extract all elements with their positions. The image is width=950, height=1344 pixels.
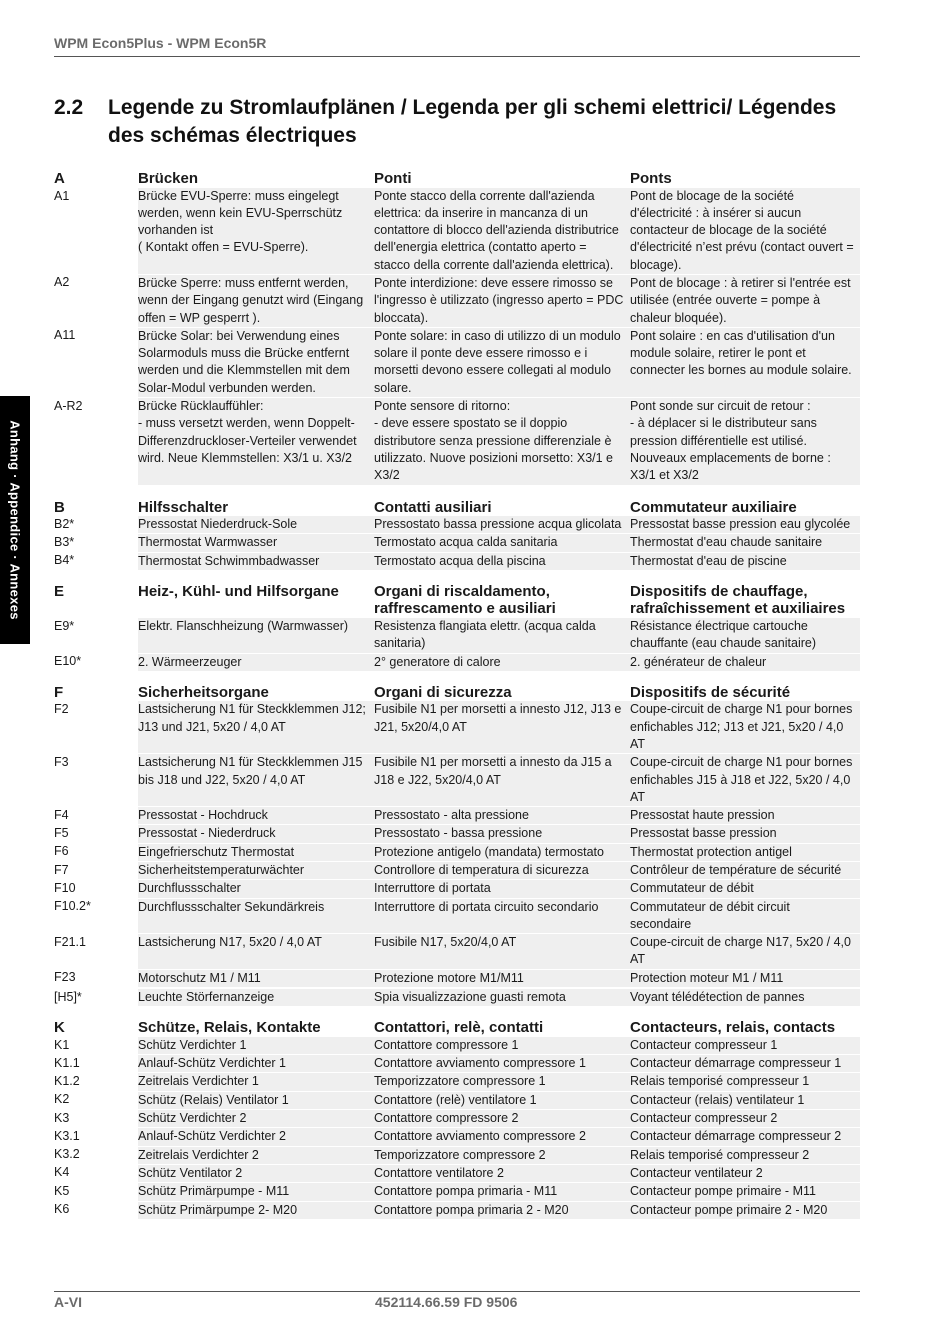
item-code: K6 (54, 1201, 138, 1219)
item-code: K3 (54, 1110, 138, 1128)
item-desc-it: Pressostato - bassa pressione (374, 825, 630, 843)
legend-row (54, 534, 860, 552)
section-spacer (54, 671, 860, 684)
section-heading-de: Schütze, Relais, Kontakte (138, 1019, 374, 1037)
item-desc-it: Protezione antigelo (mandata) termostato (374, 843, 630, 861)
legend-row (54, 618, 860, 653)
item-code: F7 (54, 862, 138, 880)
item-code: F21.1 (54, 934, 138, 970)
item-desc-fr: Contacteur pompe primaire - M11 (630, 1183, 860, 1201)
legend-row (54, 1183, 860, 1201)
legend-row (54, 516, 860, 534)
legend-row (54, 1091, 860, 1109)
section-code: E (54, 582, 65, 600)
item-desc-it: Contattore compressore 1 (374, 1037, 630, 1055)
item-desc-de: Durchflussschalter (138, 880, 374, 898)
item-desc-fr: Pressostat basse pression eau glycolée (630, 516, 860, 534)
legend-row (54, 1037, 860, 1055)
item-code: B2* (54, 516, 138, 534)
section-spacer (54, 570, 860, 583)
item-desc-de: Schütz Primärpumpe 2- M20 (138, 1201, 374, 1219)
item-code: K1.1 (54, 1055, 138, 1073)
item-desc-de: Zeitrelais Verdichter 1 (138, 1073, 374, 1091)
item-desc-fr: Pont de blocage de la société d'électricité : à insérer si aucun contacteur de blocage de la société d'électricité n’est prévu (contact ouvert = blocage). (630, 188, 860, 275)
legend-table (54, 170, 860, 1219)
item-desc-fr: Thermostat d'eau chaude sanitaire (630, 534, 860, 552)
document-number: 452114.66.59 FD 9506 (375, 1294, 518, 1310)
item-code: A11 (54, 327, 138, 397)
item-desc-de: Pressostat - Niederdruck (138, 825, 374, 843)
item-desc-de: Brücke EVU-Sperre: muss eingelegt werden, wenn kein EVU-Sperrschütz vorhanden ist ( Kontakt offen = EVU-Sperre). (138, 188, 374, 275)
side-tab (0, 396, 30, 644)
item-desc-it: Contattore pompa primaria - M11 (374, 1183, 630, 1201)
item-desc-fr: Voyant télédétection de pannes (630, 989, 860, 1007)
legend-row (54, 825, 860, 843)
section-heading-de: Heiz-, Kühl- und Hilfsorgane (138, 583, 374, 618)
item-desc-de: Anlauf-Schütz Verdichter 1 (138, 1055, 374, 1073)
item-code: A-R2 (54, 398, 138, 485)
section-number: 2.2 (54, 96, 84, 119)
section-heading-fr: Contacteurs, relais, contacts (630, 1019, 860, 1037)
item-desc-it: Contattore compressore 2 (374, 1110, 630, 1128)
item-desc-fr: Pressostat basse pression (630, 825, 860, 843)
item-desc-de: Pressostat Niederdruck-Sole (138, 516, 374, 534)
item-desc-de: Pressostat - Hochdruck (138, 807, 374, 825)
item-code: E10* (54, 653, 138, 671)
legend-row (54, 898, 860, 934)
header-rule (54, 56, 860, 57)
item-desc-de: Schütz (Relais) Ventilator 1 (138, 1091, 374, 1109)
item-code: F4 (54, 807, 138, 825)
item-desc-fr: 2. générateur de chaleur (630, 653, 860, 671)
item-code: E9* (54, 618, 138, 653)
legend-row (54, 1128, 860, 1146)
item-desc-fr: Relais temporisé compresseur 2 (630, 1146, 860, 1164)
item-desc-fr: Coupe-circuit de charge N1 pour bornes enfichables J15 à J18 et J22, 5x20 / 4,0 AT (630, 754, 860, 807)
section-heading-it: Organi di sicurezza (374, 684, 630, 702)
item-desc-it: Interruttore di portata circuito secondario (374, 898, 630, 934)
item-code: F5 (54, 825, 138, 843)
item-desc-de: Brücke Rücklauffühler: - muss versetzt werden, wenn Doppelt-Differenzdruckloser-Verteiler verwendet wird. Neue Klemmstellen: X3/1 u. X3/2 (138, 398, 374, 485)
legend-row (54, 398, 860, 485)
item-desc-it: Ponte sensore di ritorno: - deve essere spostato se il doppio distributore senza pressione differenziale è utilizzato. Nuove posizioni morsetto: X3/1 e X3/2 (374, 398, 630, 485)
item-desc-it: 2° generatore di calore (374, 653, 630, 671)
item-code: F10.2* (54, 898, 138, 934)
legend-row (54, 1164, 860, 1182)
item-code: F23 (54, 969, 138, 987)
item-desc-it: Contattore avviamento compressore 2 (374, 1128, 630, 1146)
item-desc-fr: Pressostat haute pression (630, 807, 860, 825)
section-heading-de: Brücken (138, 170, 374, 188)
item-code: A1 (54, 188, 138, 275)
section-header-row (54, 170, 860, 188)
section-heading-fr: Commutateur auxiliaire (630, 499, 860, 517)
item-code: F3 (54, 754, 138, 807)
item-code: K1.2 (54, 1073, 138, 1091)
legend-row (54, 701, 860, 753)
section-header-row (54, 583, 860, 618)
item-code: B3* (54, 534, 138, 552)
item-desc-fr: Relais temporisé compresseur 1 (630, 1073, 860, 1091)
item-code: K5 (54, 1183, 138, 1201)
legend-row (54, 1146, 860, 1164)
item-desc-de: Motorschutz M1 / M11 (138, 969, 374, 987)
item-desc-it: Fusibile N1 per morsetti a innesto da J15 a J18 e J22, 5x20/4,0 AT (374, 754, 630, 807)
legend-row (54, 1073, 860, 1091)
item-desc-fr: Contacteur (relais) ventilateur 1 (630, 1091, 860, 1109)
item-code: F6 (54, 843, 138, 861)
section-heading-fr: Dispositifs de chauffage, rafraîchissement et auxiliaires (630, 583, 860, 618)
item-desc-de: Lastsicherung N1 für Steckklemmen J12; J13 und J21, 5x20 / 4,0 AT (138, 701, 374, 753)
legend-row (54, 989, 860, 1007)
item-desc-de: Brücke Sperre: muss entfernt werden, wenn der Eingang genutzt wird (Eingang offen = WP gesperrt ). (138, 274, 374, 327)
legend-row (54, 880, 860, 898)
item-desc-de: Schütz Verdichter 1 (138, 1037, 374, 1055)
legend-row (54, 274, 860, 327)
item-desc-de: Elektr. Flanschheizung (Warmwasser) (138, 618, 374, 653)
item-desc-it: Interruttore di portata (374, 880, 630, 898)
legend-row (54, 862, 860, 880)
item-desc-it: Ponte interdizione: deve essere rimosso se l'ingresso è utilizzato (ingresso aperto = PDC bloccata). (374, 274, 630, 327)
section-heading-it: Organi di riscaldamento, raffrescamento e ausiliari (374, 583, 630, 618)
section-code: F (54, 683, 64, 701)
item-desc-de: Lastsicherung N1 für Steckklemmen J15 bis J18 und J22, 5x20 / 4,0 AT (138, 754, 374, 807)
section-heading-it: Ponti (374, 170, 630, 188)
running-header: WPM Econ5Plus - WPM Econ5R (54, 35, 267, 51)
item-desc-it: Pressostato bassa pressione acqua glicolata (374, 516, 630, 534)
item-desc-fr: Résistance électrique cartouche chauffante (eau chaude sanitaire) (630, 618, 860, 653)
item-desc-fr: Protection moteur M1 / M11 (630, 969, 860, 987)
section-heading-fr: Ponts (630, 170, 860, 188)
legend-row (54, 327, 860, 397)
item-code: K1 (54, 1037, 138, 1055)
item-desc-fr: Thermostat protection antigel (630, 843, 860, 861)
item-desc-fr: Contacteur compresseur 2 (630, 1110, 860, 1128)
item-code: K3.1 (54, 1128, 138, 1146)
legend-row (54, 1110, 860, 1128)
legend-row (54, 188, 860, 275)
item-desc-it: Temporizzatore compressore 1 (374, 1073, 630, 1091)
item-desc-it: Fusibile N1 per morsetti a innesto J12, J13 e J21, 5x20/4,0 AT (374, 701, 630, 753)
item-desc-de: Schütz Primärpumpe - M11 (138, 1183, 374, 1201)
item-code: K3.2 (54, 1146, 138, 1164)
item-code: B4* (54, 552, 138, 570)
section-heading-fr: Dispositifs de sécurité (630, 684, 860, 702)
side-tab-label: Anhang · Appendice · Annexes (7, 420, 23, 620)
item-desc-de: Schütz Verdichter 2 (138, 1110, 374, 1128)
item-code: K4 (54, 1164, 138, 1182)
item-desc-it: Contattore avviamento compressore 1 (374, 1055, 630, 1073)
item-desc-fr: Pont sonde sur circuit de retour : - à déplacer si le distributeur sans pression différentielle est utilisé. Nouveaux emplacements de borne : X3/1 et X3/2 (630, 398, 860, 485)
item-desc-de: Brücke Solar: bei Verwendung eines Solarmoduls muss die Brücke entfernt werden und die Klemmstellen mit dem Solar-Modul verbunden werden. (138, 327, 374, 397)
item-desc-it: Fusibile N17, 5x20/4,0 AT (374, 934, 630, 970)
item-desc-fr: Coupe-circuit de charge N17, 5x20 / 4,0 AT (630, 934, 860, 970)
section-heading-it: Contatti ausiliari (374, 499, 630, 517)
item-desc-de: Durchflussschalter Sekundärkreis (138, 898, 374, 934)
item-desc-it: Temporizzatore compressore 2 (374, 1146, 630, 1164)
item-desc-fr: Pont solaire : en cas d'utilisation d'un module solaire, retirer le pont et connecter les bornes au module solaire. (630, 327, 860, 397)
page-number: A-VI (54, 1294, 82, 1310)
item-desc-fr: Commutateur de débit circuit secondaire (630, 898, 860, 934)
item-desc-de: Eingefrierschutz Thermostat (138, 843, 374, 861)
item-desc-it: Protezione motore M1/M11 (374, 969, 630, 987)
item-desc-fr: Commutateur de débit (630, 880, 860, 898)
section-code: A (54, 170, 65, 187)
legend-row (54, 1201, 860, 1219)
legend-row (54, 807, 860, 825)
item-desc-fr: Contacteur pompe primaire 2 - M20 (630, 1201, 860, 1219)
item-desc-fr: Contacteur compresseur 1 (630, 1037, 860, 1055)
item-desc-it: Termostato acqua della piscina (374, 552, 630, 570)
section-spacer (54, 1006, 860, 1019)
item-desc-it: Ponte stacco della corrente dall'azienda elettrica: da inserire in mancanza di un contattore di blocco dell'azienda distributrice dell'energia elettrica (contatto aperto = stacco della corrente dall'azienda elettrica). (374, 188, 630, 275)
item-code: [H5]* (54, 989, 138, 1007)
item-desc-fr: Pont de blocage : à retirer si l'entrée est utilisée (entrée ouverte = pompe à chaleur bloquée). (630, 274, 860, 327)
section-code: K (54, 1019, 65, 1037)
section-code: B (54, 498, 65, 516)
item-code: F10 (54, 880, 138, 898)
section-header-row (54, 1019, 860, 1037)
item-desc-fr: Contrôleur de température de sécurité (630, 862, 860, 880)
footer-rule (54, 1291, 860, 1292)
section-title-text: Legende zu Stromlaufplänen / Legenda per gli schemi elettrici/ Légendes des schémas électriques (108, 96, 837, 147)
item-desc-de: Zeitrelais Verdichter 2 (138, 1146, 374, 1164)
section-heading-de: Sicherheitsorgane (138, 684, 374, 702)
item-desc-fr: Contacteur démarrage compresseur 2 (630, 1128, 860, 1146)
legend-row (54, 653, 860, 671)
item-code: A2 (54, 274, 138, 327)
item-desc-it: Ponte solare: in caso di utilizzo di un modulo solare il ponte deve essere rimosso e i morsetti devono essere collegati al modulo solare. (374, 327, 630, 397)
item-code: F2 (54, 701, 138, 753)
item-desc-de: Thermostat Schwimmbadwasser (138, 552, 374, 570)
section-heading-it: Contattori, relè, contatti (374, 1019, 630, 1037)
item-desc-it: Contattore pompa primaria 2 - M20 (374, 1201, 630, 1219)
item-desc-de: Lastsicherung N17, 5x20 / 4,0 AT (138, 934, 374, 970)
section-header-row (54, 499, 860, 517)
section-spacer (54, 486, 860, 499)
item-desc-fr: Contacteur ventilateur 2 (630, 1164, 860, 1182)
item-desc-it: Spia visualizzazione guasti remota (374, 989, 630, 1007)
item-desc-de: Sicherheitstemperaturwächter (138, 862, 374, 880)
item-desc-fr: Coupe-circuit de charge N1 pour bornes enfichables J12; J13 et J21, 5x20 / 4,0 AT (630, 701, 860, 753)
legend-row (54, 843, 860, 861)
legend-row (54, 934, 860, 970)
item-desc-it: Controllore di temperatura di sicurezza (374, 862, 630, 880)
section-heading-de: Hilfsschalter (138, 499, 374, 517)
item-desc-it: Pressostato - alta pressione (374, 807, 630, 825)
item-desc-fr: Thermostat d'eau de piscine (630, 552, 860, 570)
item-desc-it: Termostato acqua calda sanitaria (374, 534, 630, 552)
item-desc-de: Thermostat Warmwasser (138, 534, 374, 552)
item-desc-it: Resistenza flangiata elettr. (acqua calda sanitaria) (374, 618, 630, 653)
item-desc-de: 2. Wärmeerzeuger (138, 653, 374, 671)
item-code: K2 (54, 1091, 138, 1109)
item-desc-it: Contattore ventilatore 2 (374, 1164, 630, 1182)
legend-row (54, 969, 860, 987)
legend-row (54, 552, 860, 570)
item-desc-fr: Contacteur démarrage compresseur 1 (630, 1055, 860, 1073)
item-desc-de: Schütz Ventilator 2 (138, 1164, 374, 1182)
legend-row (54, 754, 860, 807)
item-desc-de: Leuchte Störfernanzeige (138, 989, 374, 1007)
legend-row (54, 1055, 860, 1073)
section-header-row (54, 684, 860, 702)
item-desc-de: Anlauf-Schütz Verdichter 2 (138, 1128, 374, 1146)
item-desc-it: Contattore (relè) ventilatore 1 (374, 1091, 630, 1109)
